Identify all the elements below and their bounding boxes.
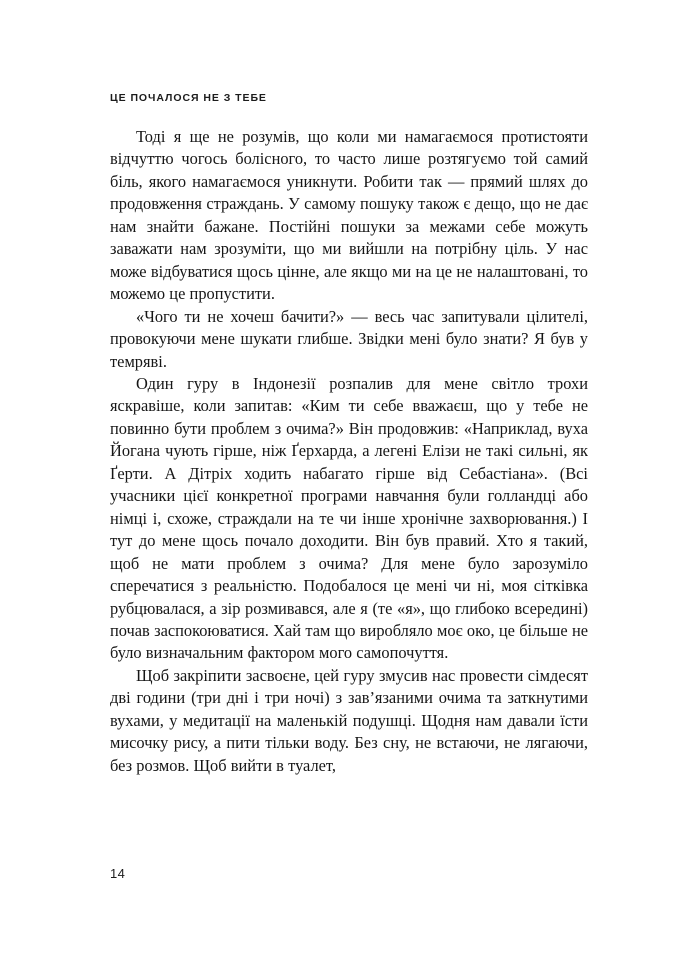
paragraph: Щоб закріпити засвоєне, цей гуру змусив нас провести сімдесят дві години (три дні і три ночі) з зав’язаними очима та заткнутими вухами, у медитації на маленькій подушці. Щодня нам давали їсти мисочку рису, а пити тільки воду. Без сну, не встаючи, не лягаючи, без розмов. Щоб вийти в туалет, [110,665,588,775]
paragraph: Тоді я ще не розумів, що коли ми намагаємося протистояти відчуттю чогось болісного, то часто лише розтягуємо той самий біль, якого намагаємося уникнути. Робити так — прямий шлях до продовження страждань. У самому пошуку також є дещо, що не дає нам знайти бажане. Постійні пошуки за межами себе можуть заважати нам зрозуміти, що ми вийшли на потрібну ціль. У нас може відбуватися щось цінне, але якщо ми на це не налаштовані, то можемо це пропустити. [110,127,588,304]
paragraph: «Чого ти не хочеш бачити?» — весь час запитували цілителі, провокуючи мене шукати глибше. Звідки мені було знати? Я був у темряві. [110,306,588,371]
paragraph: Один гуру в Індонезії розпалив для мене світло трохи яскравіше, коли запитав: «Ким ти себе вважаєш, що у тебе не повинно бути проблем з очима?» Він продовжив: «Наприклад, вуха Йогана чують гірше, ніж Ґерхарда, а легені Елізи не такі сильні, як Ґерти. А Дітріх ходить набагато гірше від Себастіана». (Всі учасники цієї конкретної програми навчання були голландці або німці і, схоже, страждали на те чи інше хронічне захворювання.) І тут до мене щось почало доходити. Він був правий. Хто я такий, щоб не мати проблем з очима? Для мене було зарозуміло сперечатися з реальністю. Подобалося це мені чи ні, моя сітківка рубцювалася, а зір розмивався, але я (те «я», що глибоко всередині) почав заспокоюватися. Хай там що виробляло моє око, це більше не було визначальним фактором мого самопочуття. [110,373,588,663]
body-text-block [110,126,588,777]
page-number: 14 [110,866,126,881]
running-head: ЦЕ ПОЧАЛОСЯ НЕ З ТЕБЕ [110,92,267,104]
